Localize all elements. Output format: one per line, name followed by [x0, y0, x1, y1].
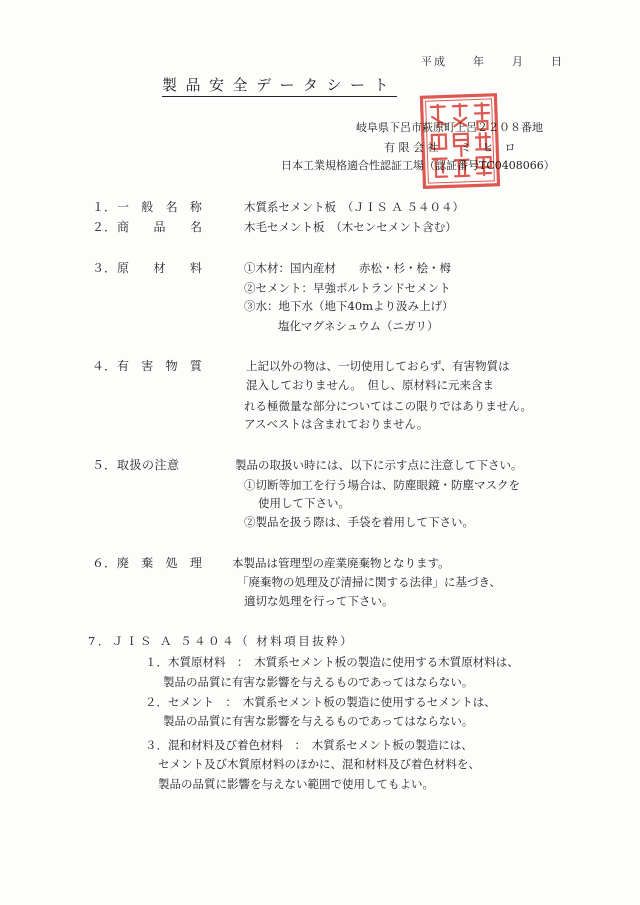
- section-label: 取扱の注意: [117, 458, 180, 472]
- section-line: 製品の取扱い時には、以下に示す点に注意して下さい。: [235, 458, 523, 472]
- section-line: ②セメント：早強ポルトランドセメント: [244, 281, 451, 295]
- section-line: 混入しておりません。 但し、原材料に元来含ま: [246, 378, 494, 392]
- section-line: 木質系セメント板 （ＪＩＳ Ａ ５４０４）: [244, 200, 465, 214]
- section-line: 適切な処理を行って下さい。: [244, 594, 394, 608]
- section-label: 一般名称: [117, 200, 215, 214]
- company-address: 岐阜県下呂市萩原町上呂２２０８番地: [356, 121, 543, 134]
- section-label: 商品名: [117, 220, 227, 234]
- jis-item-line: セメント及び木質原材料のほかに、混和材料及び着色材料を、: [158, 757, 480, 771]
- document-title: 製品安全データシート: [162, 76, 397, 97]
- jis-item-line: 製品の品質に有害な影響を与えるものであってはならない。: [163, 675, 474, 689]
- section-label: 有害物質: [117, 359, 215, 373]
- jis-item-line: １．木質原材料 ： 木質系セメント板の製造に使用する木質原材料は、: [145, 655, 519, 669]
- section-number: ５．: [92, 458, 117, 472]
- jis-heading: 7．ＪＩＳ Ａ ５４０４（ 材料項目抜粋）: [88, 634, 355, 648]
- section-line: 使用して下さい。: [258, 496, 350, 510]
- section-number: １．: [92, 200, 117, 214]
- section-line: 上記以外の物は、一切使用しておらず、有害物質は: [246, 359, 510, 373]
- section-line: ①切断等加工を行う場合は、防塵眼鏡・防塵マスクを: [244, 478, 520, 492]
- section-line: 「廃棄物の処理及び清掃に関する法律」に基づき、: [237, 575, 502, 589]
- section-line: ①木材：国内産材 赤松・杉・桧・栂: [244, 261, 451, 275]
- section-number: ４．: [92, 359, 117, 373]
- company-name: 有 限 会 社 ミ ヒ ロ: [384, 141, 516, 154]
- section-line: 本製品は管理型の産業廃棄物となります。: [232, 556, 450, 570]
- jis-item-line: 製品の品質に影響を与えない範囲で使用してもよい。: [158, 777, 434, 791]
- section-number: ２．: [92, 220, 117, 234]
- certification-line: 日本工業規格適合性認証工場（認証番号TC0408066）: [281, 159, 555, 172]
- jis-item-line: 製品の品質に有害な影響を与えるものであってはならない。: [163, 714, 474, 728]
- section-number: ３．: [92, 261, 117, 275]
- section-line: ③水：地下水（地下40mより汲み上げ）: [244, 299, 454, 313]
- section-label: 廃棄処理: [117, 556, 215, 570]
- section-label: 原材料: [117, 261, 227, 275]
- company-seal-icon: [418, 90, 504, 194]
- section-line: 木毛セメント板 （木センセメント含む）: [244, 220, 457, 234]
- section-line: ②製品を扱う際は、手袋を着用して下さい。: [244, 515, 474, 529]
- issue-date: 平成 年 月 日: [421, 55, 564, 68]
- section-line: 塩化マグネシュウム（ニガリ）: [278, 319, 439, 333]
- section-line: れる極微量な部分についてはこの限りではありません。: [244, 399, 532, 413]
- jis-item-line: ３．混和材料及び着色材料 ： 木質系セメント板の製造には、: [145, 738, 473, 752]
- section-line: アスベストは含まれておりません。: [244, 417, 429, 431]
- jis-item-line: ２．セメント ： 木質系セメント板の製造に使用するセメントは、: [145, 695, 496, 709]
- section-number: ６．: [92, 556, 117, 570]
